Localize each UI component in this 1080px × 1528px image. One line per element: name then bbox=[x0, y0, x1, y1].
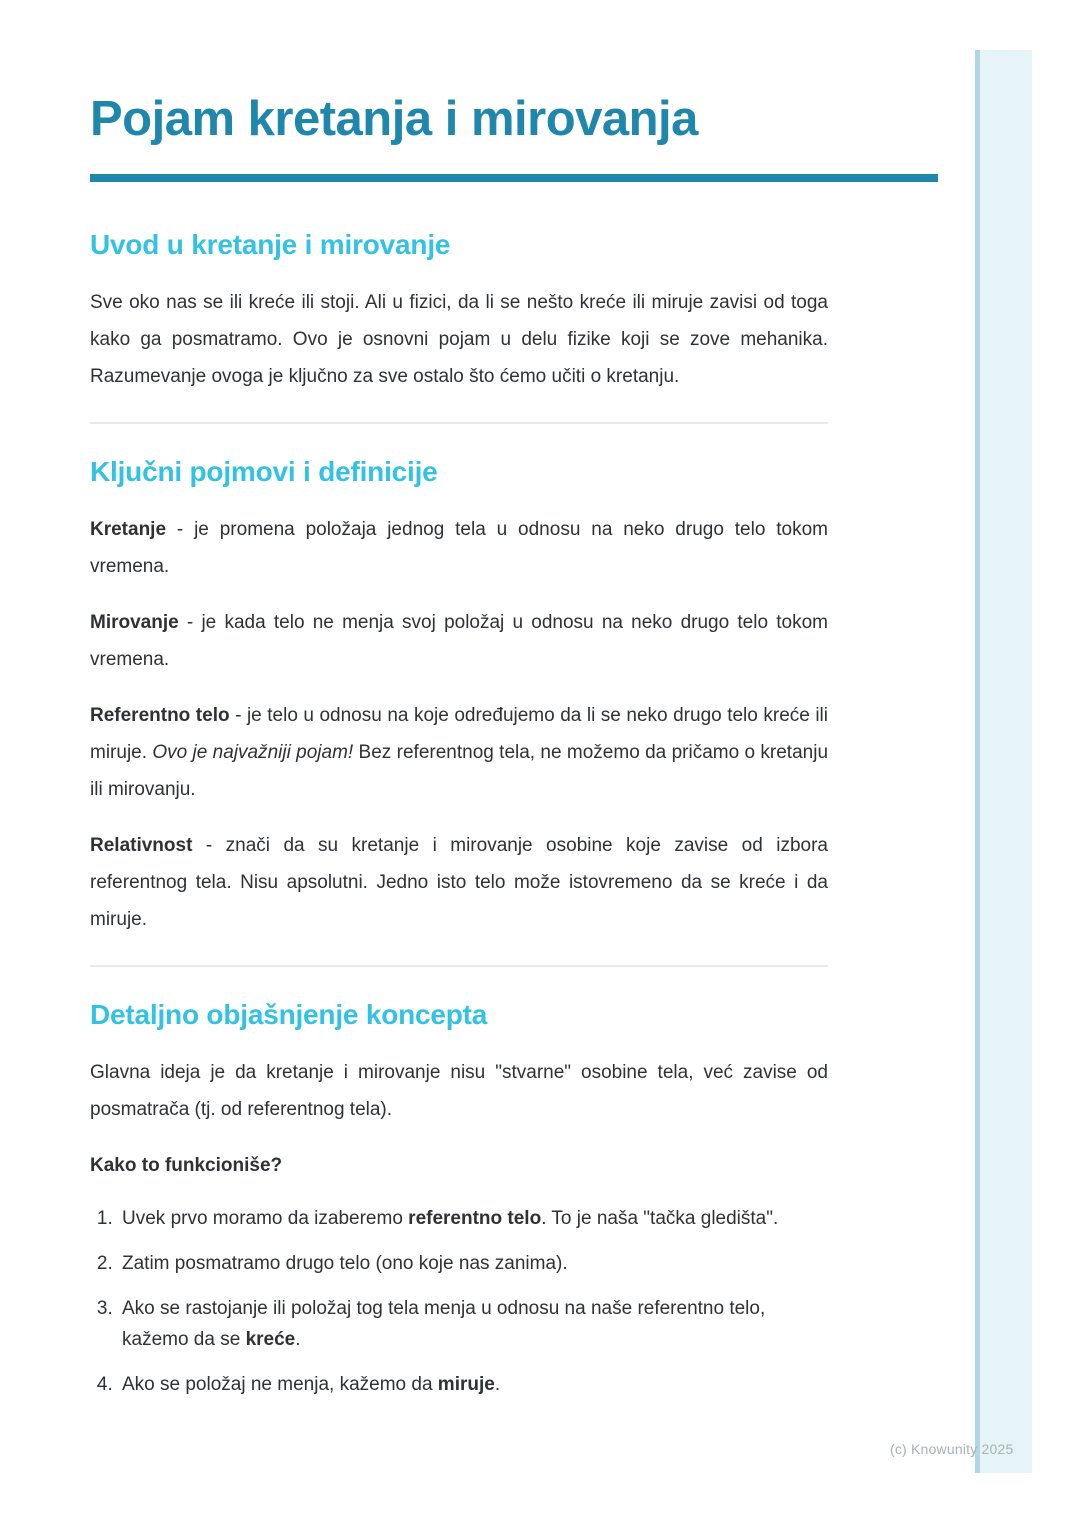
text-run: . bbox=[295, 1329, 301, 1350]
page-edge-stripe bbox=[975, 50, 1032, 1473]
section bbox=[90, 228, 938, 395]
text-run: Ako se rastojanje ili položaj tog tela menja u odnosu na naše referentno telo, kažemo da se bbox=[122, 1298, 766, 1350]
text-run: - je kada telo ne menja svoj položaj u odnosu na neko drugo telo tokom vremena. bbox=[90, 612, 828, 670]
italic-text-run: Ovo je najvažniji pojam! bbox=[152, 742, 354, 763]
bold-text-run: Mirovanje bbox=[90, 612, 179, 633]
paragraph bbox=[90, 1147, 828, 1184]
text-run: - je telo u odnosu na koje određujemo da li se neko drugo telo kreće ili miruje. bbox=[90, 705, 828, 763]
section-heading: Uvod u kretanje i mirovanje bbox=[90, 229, 451, 260]
paragraph bbox=[90, 284, 828, 395]
paragraph bbox=[90, 697, 828, 808]
list-item bbox=[118, 1203, 824, 1234]
paragraph bbox=[90, 827, 828, 938]
text-run: - je promena položaja jednog tela u odnosu na neko drugo telo tokom vremena. bbox=[90, 519, 828, 577]
sections-container bbox=[90, 228, 938, 1400]
text-run: Ako se položaj ne menja, kažemo da bbox=[122, 1374, 438, 1395]
list-item bbox=[118, 1369, 824, 1400]
section-heading: Ključni pojmovi i definicije bbox=[90, 456, 438, 487]
paragraph bbox=[90, 1054, 828, 1128]
paragraph bbox=[90, 604, 828, 678]
section-heading: Detaljno objašnjenje koncepta bbox=[90, 999, 488, 1030]
bold-text-run: referentno telo bbox=[408, 1208, 542, 1229]
text-run: Zatim posmatramo drugo telo (ono koje nas zanima). bbox=[122, 1253, 568, 1274]
list-item bbox=[118, 1293, 824, 1355]
text-run: Sve oko nas se ili kreće ili stoji. Ali u fizici, da li se nešto kreće ili miruje zavisi od toga kako ga posmatramo. Ovo je osnovni pojam u delu fizike koji se zove mehanika. Razumevanje ovoga je ključno za sve ostalo što ćemo učiti o kretanju. bbox=[90, 292, 828, 387]
list-item bbox=[118, 1248, 824, 1279]
bold-text-run: Referentno telo bbox=[90, 705, 230, 726]
section bbox=[90, 998, 938, 1400]
copyright-watermark: (c) Knowunity 2025 bbox=[890, 1441, 1014, 1457]
text-run: Bez referentnog tela, ne možemo da pričamo o kretanju ili mirovanju. bbox=[90, 742, 829, 800]
section-divider bbox=[90, 422, 828, 424]
page-title: Pojam kretanja i mirovanja bbox=[90, 92, 698, 146]
title-underline-bar bbox=[90, 174, 938, 182]
bold-text-run: miruje bbox=[437, 1374, 495, 1395]
text-run: Glavna ideja je da kretanje i mirovanje nisu "stvarne" osobine tela, već zavise od posmatrača (tj. od referentnog tela). bbox=[90, 1062, 828, 1120]
bold-text-run: kreće bbox=[245, 1329, 296, 1350]
bold-text-run: Relativnost bbox=[90, 835, 193, 856]
section bbox=[90, 455, 938, 938]
paragraph bbox=[90, 511, 828, 585]
text-run: . To je naša "tačka gledišta". bbox=[541, 1208, 779, 1229]
numbered-list bbox=[90, 1203, 824, 1400]
text-run: . bbox=[494, 1374, 501, 1395]
section-divider bbox=[90, 965, 828, 967]
text-run: Uvek prvo moramo da izaberemo bbox=[122, 1208, 409, 1229]
text-run: - znači da su kretanje i mirovanje osobine koje zavise od izbora referentnog tela. Nisu apsolutni. Jedno isto telo može istovremeno da se kreće i da miruje. bbox=[90, 835, 828, 930]
bold-text-run: Kako to funkcioniše? bbox=[90, 1155, 283, 1176]
document-content bbox=[90, 0, 938, 1414]
bold-text-run: Kretanje bbox=[90, 519, 167, 540]
